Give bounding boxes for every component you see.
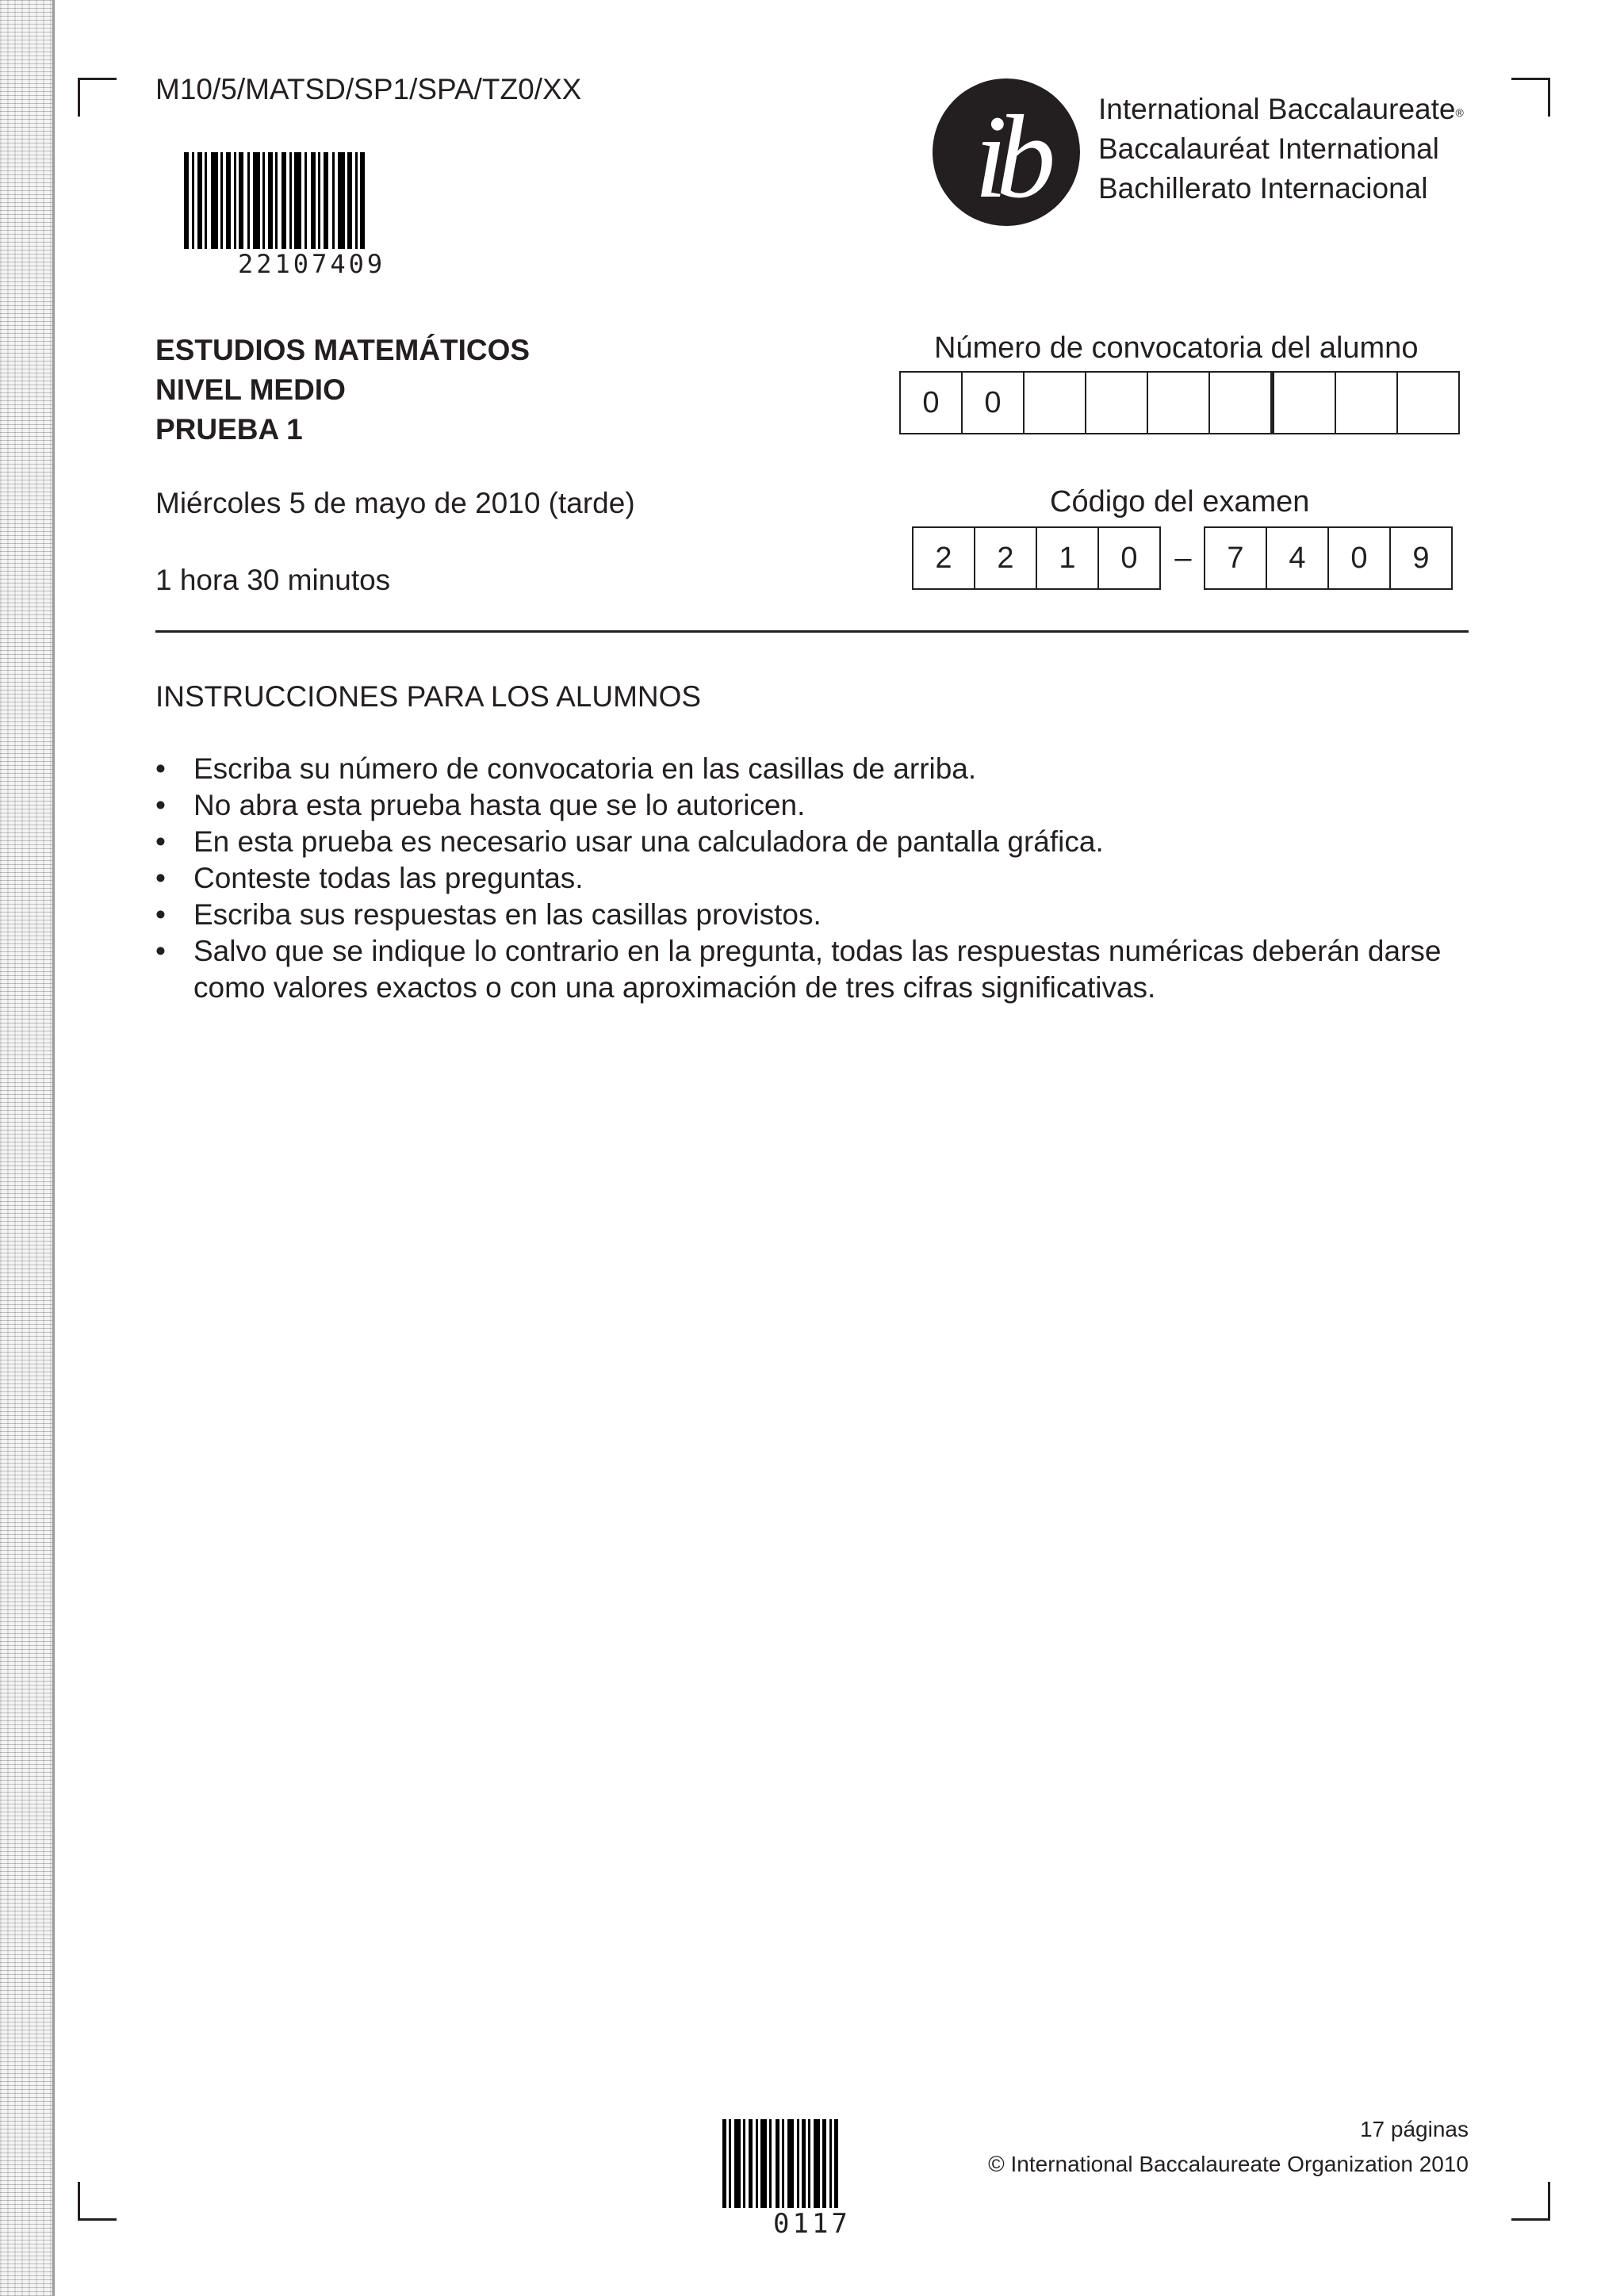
candidate-digit-box[interactable]: 0 — [961, 371, 1025, 434]
subject-paper: PRUEBA 1 — [155, 413, 303, 446]
crop-mark-top-left — [78, 78, 117, 117]
copyright-notice: © International Baccalaureate Organization 2010 — [988, 2152, 1469, 2176]
ib-name-spanish: Bachillerato Internacional — [1098, 172, 1428, 205]
barcode-bottom — [722, 2119, 900, 2208]
subject-level: NIVEL MEDIO — [155, 373, 346, 406]
ib-organisation-names — [1098, 90, 1464, 209]
instructions-list — [155, 751, 1472, 1006]
candidate-number-boxes — [901, 371, 1460, 434]
instruction-item: • No abra esta prueba hasta que se lo autoricen. — [155, 787, 1472, 824]
exam-code-label: Código del examen — [1050, 485, 1310, 519]
horizontal-rule — [155, 630, 1469, 633]
candidate-digit-box[interactable]: 0 — [899, 371, 963, 434]
binding-margin-strip — [0, 0, 55, 2296]
subject-title: ESTUDIOS MATEMÁTICOS — [155, 334, 530, 366]
exam-date: Miércoles 5 de mayo de 2010 (tarde) — [155, 487, 635, 519]
ib-name-french: Baccalauréat International — [1098, 132, 1439, 165]
candidate-digit-box[interactable] — [1023, 371, 1086, 434]
instruction-item: • Escriba su número de convocatoria en las casillas de arriba. — [155, 751, 1472, 787]
candidate-digit-box[interactable] — [1208, 371, 1272, 434]
exam-code-digit: 0 — [1097, 526, 1161, 590]
exam-code-boxes — [914, 526, 1453, 590]
crop-mark-top-right — [1511, 78, 1550, 117]
instructions-heading: INSTRUCCIONES PARA LOS ALUMNOS — [155, 680, 702, 713]
document-code: M10/5/MATSD/SP1/SPA/TZ0/XX — [155, 73, 582, 105]
crop-mark-bottom-right — [1511, 2182, 1550, 2221]
exam-code-digit: 1 — [1036, 526, 1099, 590]
exam-code-digit: 9 — [1389, 526, 1453, 590]
candidate-digit-box[interactable] — [1270, 371, 1336, 434]
ib-logo — [932, 78, 1081, 227]
barcode-top — [184, 152, 431, 249]
instruction-item: • Conteste todas las preguntas. — [155, 860, 1472, 897]
crop-mark-bottom-left — [78, 2182, 117, 2221]
barcode-top-number: 22107409 — [238, 249, 386, 279]
page-count: 17 páginas — [1359, 2117, 1469, 2141]
candidate-digit-box[interactable] — [1085, 371, 1148, 434]
candidate-number-label: Número de convocatoria del alumno — [934, 331, 1419, 365]
candidate-digit-box[interactable] — [1396, 371, 1460, 434]
exam-code-digit: 7 — [1204, 526, 1267, 590]
ib-name-english: International Baccalaureate® — [1098, 93, 1464, 125]
instruction-item: • Salvo que se indique lo contrario en la pregunta, todas las respuestas numéricas deberán darse como valores exactos o con una aproximación de tres cifras significativas. — [155, 933, 1472, 1006]
exam-duration: 1 hora 30 minutos — [155, 564, 391, 596]
registered-mark: ® — [1455, 106, 1464, 119]
exam-code-digit: 4 — [1266, 526, 1329, 590]
instruction-item: • En esta prueba es necesario usar una calculadora de pantalla gráfica. — [155, 824, 1472, 860]
exam-code-separator: – — [1174, 541, 1192, 575]
ib-logo-letters: ib — [974, 91, 1045, 223]
exam-code-digit: 2 — [912, 526, 975, 590]
subject-block — [155, 331, 530, 450]
candidate-digit-box[interactable] — [1147, 371, 1210, 434]
exam-code-digit: 0 — [1327, 526, 1391, 590]
instruction-item: • Escriba sus respuestas en las casillas provistos. — [155, 897, 1472, 933]
exam-code-digit: 2 — [974, 526, 1037, 590]
barcode-bottom-number: 0117 — [773, 2208, 851, 2240]
candidate-digit-box[interactable] — [1335, 371, 1398, 434]
